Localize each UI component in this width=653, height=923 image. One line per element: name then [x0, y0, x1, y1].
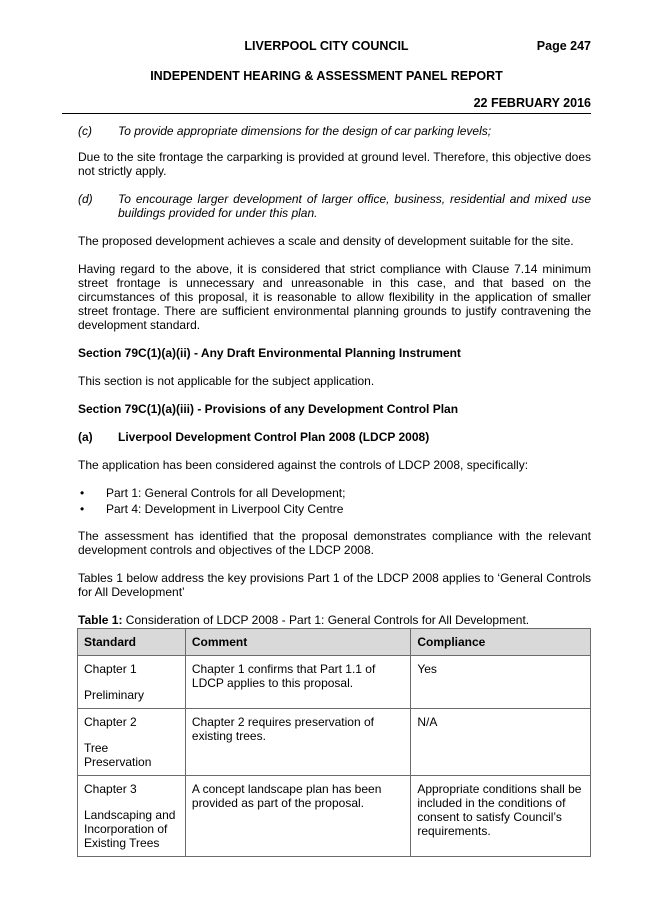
paragraph-controls: The application has been considered against the controls of LDCP 2008, specifically: [78, 458, 529, 472]
table-caption-text: Consideration of LDCP 2008 - Part 1: General Controls for All Development. [122, 613, 530, 627]
objective-c-label: (c) [78, 124, 92, 138]
header-council: LIVERPOOL CITY COUNCIL [244, 39, 409, 53]
paragraph-not-applicable: This section is not applicable for the subject application. [78, 374, 375, 388]
bullet-list [78, 486, 591, 516]
chapter-number: Chapter 3 [84, 782, 137, 796]
paragraph-strict-compliance: Having regard to the above, it is considered that strict compliance with Clause 7.14 minimum street frontage is unnecessary and unreasonable in this case, and that based on the circumstances of this proposal, it is reasonable to allow flexibility in the application of smaller street frontage. There are sufficient environmental planning grounds to justify contravening the development standard. [78, 262, 591, 332]
subsection-a-label: (a) [78, 430, 93, 444]
chapter-number: Chapter 2 [84, 715, 137, 729]
header-rule [62, 113, 591, 114]
objective-d-label: (d) [78, 192, 93, 206]
paragraph-tables-intro: Tables 1 below address the key provisions Part 1 of the LDCP 2008 applies to ‘General Controls for All Development’ [78, 571, 591, 599]
header-compliance: Compliance [411, 629, 591, 656]
comment-cell: Chapter 1 confirms that Part 1.1 of LDCP applies to this proposal. [185, 656, 410, 709]
header-date: 22 FEBRUARY 2016 [473, 96, 591, 110]
list-item [78, 486, 591, 500]
chapter-title: Tree Preservation [84, 741, 152, 769]
table-row [78, 656, 591, 709]
header-comment: Comment [185, 629, 410, 656]
bullet-icon: • [80, 486, 85, 500]
comment-cell: Chapter 2 requires preservation of existing trees. [185, 709, 410, 776]
bullet-icon: • [80, 502, 85, 516]
section-heading-draft-epi: Section 79C(1)(a)(ii) - Any Draft Environmental Planning Instrument [78, 346, 461, 360]
compliance-cell: Appropriate conditions shall be included in the conditions of consent to satisfy Council’s requirements. [411, 776, 591, 857]
objective-d [78, 192, 591, 220]
paragraph-scale-density: The proposed development achieves a scale and density of development suitable for the site. [78, 234, 574, 248]
header-standard: Standard [78, 629, 186, 656]
list-item [78, 502, 591, 516]
header-panel-title: INDEPENDENT HEARING & ASSESSMENT PANEL REPORT [150, 69, 503, 83]
table-row [78, 709, 591, 776]
standard-cell [78, 776, 186, 857]
objective-d-text: To encourage larger development of larger office, business, residential and mixed use buildings provided for under this plan. [118, 192, 591, 220]
chapter-number: Chapter 1 [84, 662, 137, 676]
standard-cell [78, 709, 186, 776]
report-body [78, 124, 591, 627]
ldcp-consideration-table [77, 628, 591, 857]
compliance-cell: N/A [411, 709, 591, 776]
standard-cell [78, 656, 186, 709]
paragraph-carparking: Due to the site frontage the carparking is provided at ground level. Therefore, this objective does not strictly apply. [78, 150, 591, 178]
subsection-a-title: Liverpool Development Control Plan 2008 (LDCP 2008) [118, 430, 430, 444]
table-row [78, 776, 591, 857]
header-page-number: Page 247 [536, 39, 591, 53]
paragraph-assessment: The assessment has identified that the proposal demonstrates compliance with the relevant development controls and objectives of the LDCP 2008. [78, 529, 591, 557]
list-item-text: Part 4: Development in Liverpool City Centre [106, 502, 344, 516]
table-header-row [78, 629, 591, 656]
section-heading-dcp: Section 79C(1)(a)(iii) - Provisions of any Development Control Plan [78, 402, 459, 416]
objective-c [78, 124, 591, 138]
comment-cell: A concept landscape plan has been provided as part of the proposal. [185, 776, 410, 857]
chapter-title: Preliminary [84, 688, 145, 702]
chapter-title: Landscaping and Incorporation of Existing Trees [84, 808, 176, 850]
list-item-text: Part 1: General Controls for all Development; [106, 486, 346, 500]
subsection-a [78, 430, 591, 444]
table-caption-label: Table 1: [78, 613, 123, 627]
compliance-cell: Yes [411, 656, 591, 709]
objective-c-text: To provide appropriate dimensions for the design of car parking levels; [118, 124, 492, 138]
table-caption [78, 613, 591, 627]
